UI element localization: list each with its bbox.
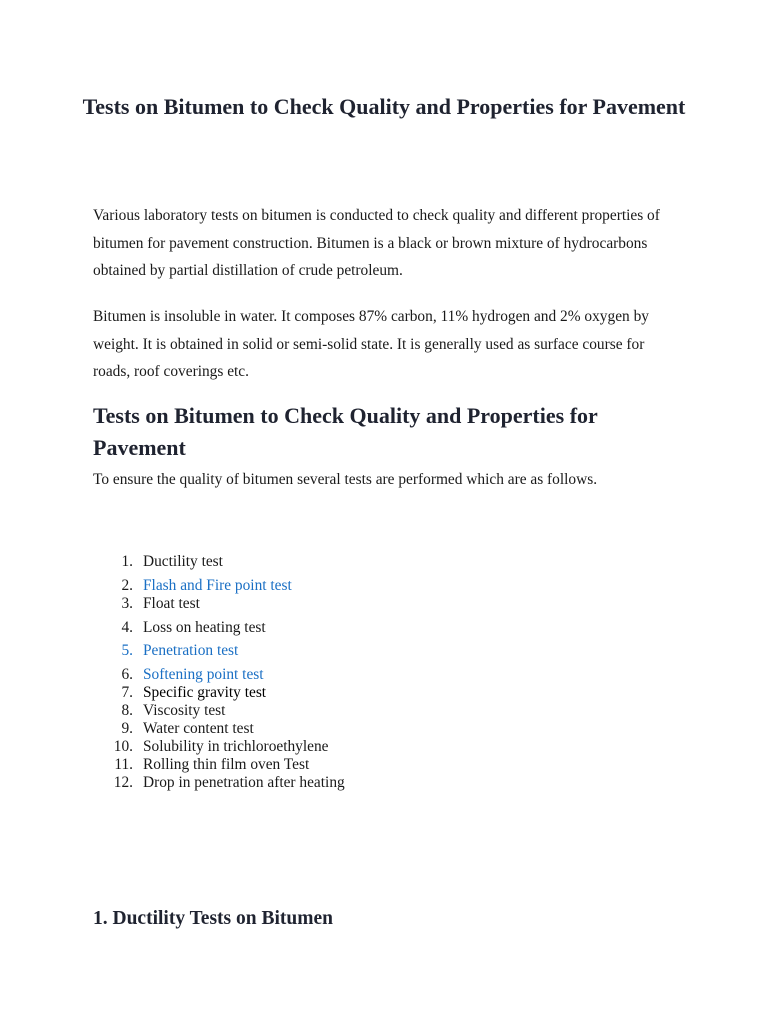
list-item-label: Ductility test [143, 553, 223, 570]
section-intro-text: To ensure the quality of bitumen several tests are performed which are as follows. [93, 471, 598, 488]
list-item-label: Drop in penetration after heating [143, 774, 345, 791]
list-item-label: Rolling thin film oven Test [143, 756, 310, 773]
list-item-number: 11. [114, 756, 133, 773]
list-item-number: 3. [121, 595, 133, 612]
list-item-number: 1. [121, 553, 133, 570]
list-item-number: 9. [121, 720, 133, 737]
list-item-label: Loss on heating test [143, 619, 266, 636]
list-item-number: 5. [121, 642, 133, 659]
list-item-number: 4. [121, 619, 133, 636]
section-heading: Tests on Bitumen to Check Quality and Properties for Pavement [93, 403, 598, 460]
document-title: Tests on Bitumen to Check Quality and Properties for Pavement [82, 94, 686, 119]
list-item-number: 2. [121, 577, 133, 594]
intro-paragraph-2: Bitumen is insoluble in water. It composes 87% carbon, 11% hydrogen and 2% oxygen by weight. It is obtained in solid or semi-solid state. It is generally used as surface course for roads, roof coverings etc. [93, 308, 649, 380]
list-item-label: Water content test [143, 720, 254, 737]
list-item-number: 10. [113, 738, 133, 755]
list-item-number: 8. [121, 702, 133, 719]
list-item-number: 12. [113, 774, 133, 791]
intro-paragraph-1: Various laboratory tests on bitumen is conducted to check quality and different properties of bitumen for pavement construction. Bitumen is a black or brown mixture of hydrocarbons obtained by partial distillation of crude petroleum. [93, 207, 660, 279]
list-item-number: 6. [121, 666, 133, 683]
list-item-label: Float test [143, 595, 200, 612]
flash-fire-point-test-link[interactable]: Flash and Fire point test [143, 577, 292, 594]
list-item-label: Solubility in trichloroethylene [143, 738, 329, 755]
list-item-number: 7. [121, 684, 133, 701]
list-item-label: Specific gravity test [143, 684, 267, 701]
list-item-label: Viscosity test [143, 702, 226, 719]
penetration-test-link[interactable]: Penetration test [143, 642, 239, 659]
subsection-heading: 1. Ductility Tests on Bitumen [93, 908, 333, 929]
softening-point-test-link[interactable]: Softening point test [143, 666, 264, 683]
